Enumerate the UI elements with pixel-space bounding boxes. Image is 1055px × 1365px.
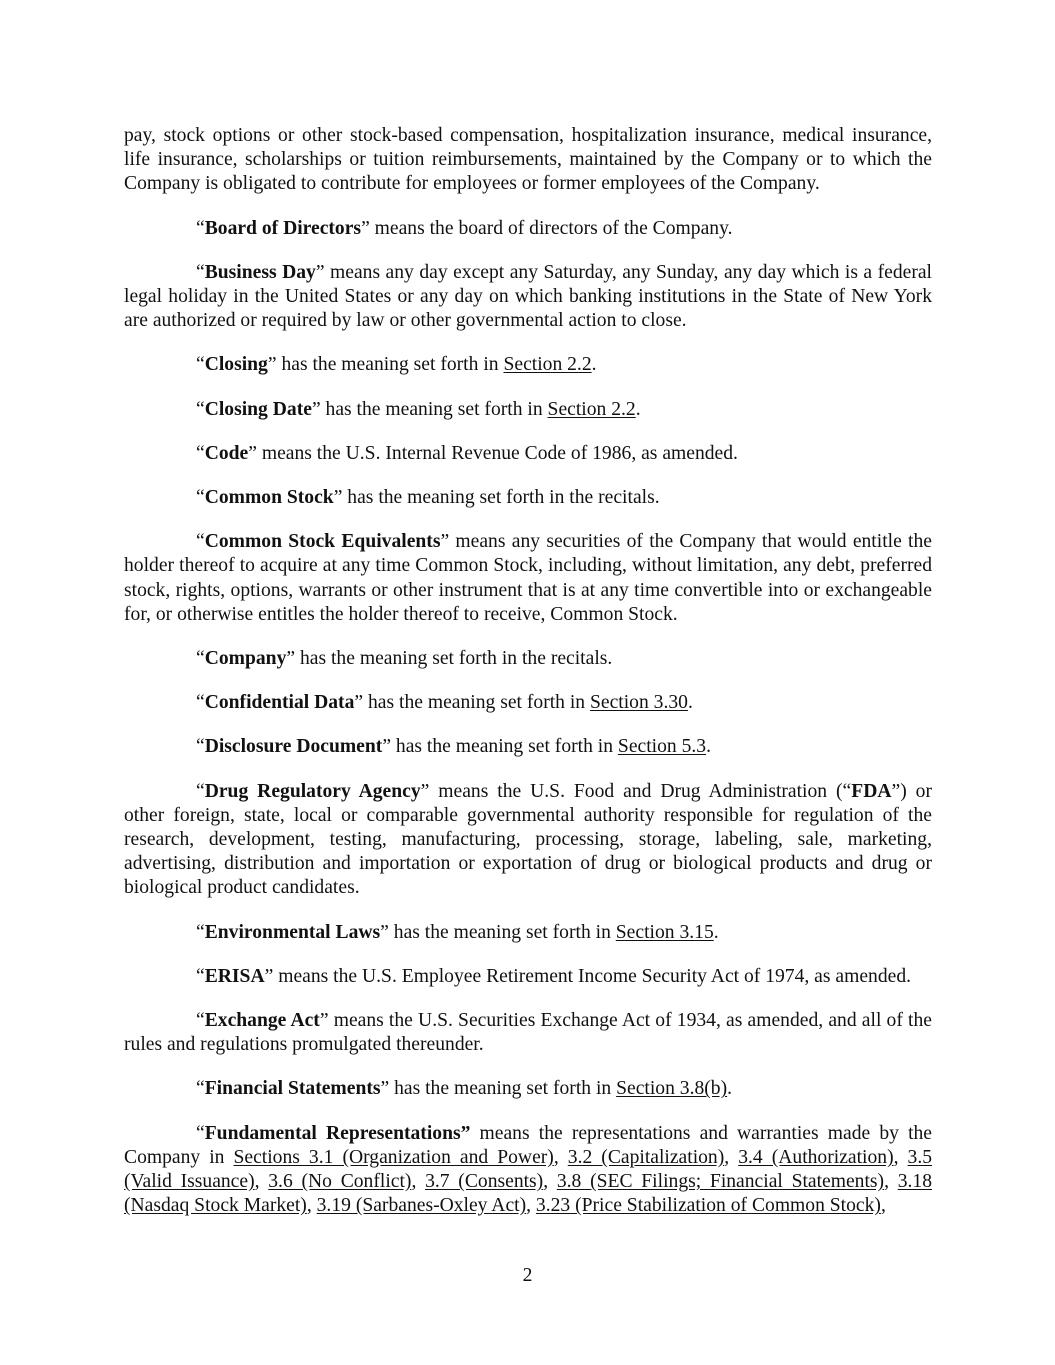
paragraph-text: ” means the U.S. Employee Retirement Income Security Act of 1974, as amended. bbox=[264, 965, 912, 987]
paragraph-text: ” has the meaning set forth in bbox=[380, 1078, 617, 1100]
definition-paragraph-disclosure-document bbox=[124, 735, 932, 759]
section-cross-reference-link[interactable]: Section 2.2 bbox=[547, 398, 636, 420]
paragraph-text: ” has the meaning set forth in bbox=[267, 354, 504, 376]
section-cross-reference-link[interactable]: Section 3.15 bbox=[615, 921, 714, 943]
paragraph-text: ” means any securities of the Company that would entitle the holder thereof to acquire at any time Common Stock, including, without limitation, any debt, preferred stock, rights, options, warrants or other instrument that is at any time convertible into or exchangeable for, or otherwise entitles the holder thereof to receive, Common Stock. bbox=[124, 531, 932, 625]
paragraph-text: “ bbox=[196, 531, 205, 553]
defined-term: Closing Date bbox=[204, 398, 312, 420]
paragraph-text: ” has the meaning set forth in bbox=[311, 398, 548, 420]
paragraph-text: “ bbox=[196, 487, 205, 509]
paragraph-text: “ bbox=[196, 780, 205, 802]
definition-paragraph-drug-regulatory-agency bbox=[124, 780, 932, 901]
defined-term: Board of Directors bbox=[204, 217, 362, 239]
paragraph-text: “ bbox=[196, 692, 205, 714]
section-cross-reference-link[interactable]: 3.5 (Valid Issuance) bbox=[124, 1146, 933, 1193]
paragraph-text: pay, stock options or other stock-based compensation, hospitalization insurance, medical insurance, life insurance, scholarships or tuition reimbursements, maintained by the Company or to which the Company is obligated to contribute for employees or former employees of the Company. bbox=[124, 125, 932, 195]
defined-term: Environmental Laws bbox=[204, 921, 381, 943]
section-cross-reference-link[interactable]: Section 3.30 bbox=[590, 692, 688, 714]
definition-paragraph-company bbox=[124, 647, 932, 671]
section-cross-reference-link[interactable]: 3.7 (Consents) bbox=[425, 1171, 544, 1193]
paragraph-text: ” means the board of directors of the Company. bbox=[361, 217, 733, 239]
paragraph-text: means the representations and warranties made by the Company in bbox=[124, 1122, 933, 1168]
section-cross-reference-link[interactable]: 3.18 (Nasdaq Stock Market) bbox=[124, 1171, 933, 1217]
definition-paragraph-confidential-data bbox=[124, 691, 932, 715]
paragraph-text: , bbox=[411, 1171, 426, 1193]
definition-paragraph-closing-date bbox=[124, 398, 932, 422]
paragraph-text: “ bbox=[196, 261, 205, 283]
paragraph-text: , bbox=[526, 1195, 536, 1217]
paragraph-text: . bbox=[687, 692, 693, 714]
defined-term: Disclosure Document bbox=[204, 736, 383, 758]
defined-term: Business Day bbox=[204, 261, 316, 283]
paragraph-text: “ bbox=[196, 1122, 205, 1144]
paragraph-text: ” means the U.S. Food and Drug Administration (“ bbox=[420, 780, 852, 802]
definition-paragraph-erisa bbox=[124, 965, 932, 989]
section-cross-reference-link[interactable]: 3.4 (Authorization) bbox=[738, 1146, 894, 1168]
definition-paragraph-common-stock bbox=[124, 486, 932, 510]
defined-abbreviation: FDA bbox=[851, 780, 892, 802]
paragraph-text: . bbox=[713, 921, 719, 943]
paragraph-text: . bbox=[727, 1078, 733, 1100]
paragraph-text: ” has the meaning set forth in bbox=[380, 921, 616, 943]
paragraph-text: ” has the meaning set forth in bbox=[382, 736, 618, 758]
paragraph-text: ”) or other foreign, state, local or comparable governmental authority responsible for regulation of the research, development, testing, manufacturing, processing, storage, labeling, sale, marketing, advertising, distribution and importation or exportation of drug or biological products and drug or biological product candidates. bbox=[124, 780, 933, 899]
defined-term: Closing bbox=[204, 354, 268, 376]
defined-term: Company bbox=[204, 648, 287, 670]
paragraph-text: ” has the meaning set forth in the recitals. bbox=[286, 648, 613, 670]
defined-term: Code bbox=[204, 442, 249, 464]
paragraph-text: “ bbox=[196, 965, 205, 987]
paragraph-text: “ bbox=[196, 398, 205, 420]
paragraph-text: “ bbox=[196, 921, 205, 943]
paragraph-text: , bbox=[553, 1146, 568, 1168]
defined-term: Drug Regulatory Agency bbox=[204, 780, 421, 802]
definition-paragraph-closing bbox=[124, 353, 932, 377]
defined-term: Exchange Act bbox=[204, 1010, 320, 1032]
definition-paragraph-code bbox=[124, 442, 932, 466]
definition-paragraph-fundamental-representations bbox=[124, 1122, 932, 1219]
paragraph-text: “ bbox=[196, 354, 205, 376]
section-cross-reference-link[interactable]: Section 2.2 bbox=[503, 354, 592, 376]
paragraph-text: “ bbox=[196, 1010, 205, 1032]
definition-paragraph-exchange-act bbox=[124, 1009, 932, 1057]
paragraph-text: , bbox=[880, 1195, 886, 1217]
paragraph-text: , bbox=[893, 1146, 908, 1168]
page-number: 2 bbox=[522, 1265, 533, 1286]
paragraph-text: . bbox=[635, 398, 641, 420]
defined-term: Confidential Data bbox=[204, 692, 355, 714]
paragraph-text: , bbox=[884, 1171, 898, 1193]
paragraph-text: . bbox=[706, 736, 711, 758]
paragraph-text: , bbox=[724, 1146, 739, 1168]
paragraph-text: ” means any day except any Saturday, any Sunday, any day which is a federal legal holiday in the United States or any day on which banking institutions in the State of New York are authorized or required by law or other governmental action to close. bbox=[124, 261, 932, 332]
document-body bbox=[124, 124, 932, 1239]
section-cross-reference-link[interactable]: Section 3.8(b) bbox=[616, 1078, 728, 1100]
paragraph-text: , bbox=[543, 1171, 557, 1193]
section-cross-reference-link[interactable]: 3.2 (Capitalization) bbox=[567, 1146, 725, 1168]
paragraph-text: ” has the meaning set forth in bbox=[354, 692, 590, 714]
definition-paragraph-board-of-directors bbox=[124, 217, 932, 241]
paragraph-text: ” means the U.S. Internal Revenue Code of 1986, as amended. bbox=[248, 442, 738, 464]
paragraph-text: ” has the meaning set forth in the recitals. bbox=[333, 487, 660, 509]
paragraph-text: , bbox=[306, 1195, 317, 1217]
defined-term: Financial Statements bbox=[204, 1078, 381, 1100]
section-cross-reference-link[interactable]: Sections 3.1 (Organization and Power) bbox=[233, 1146, 554, 1168]
paragraph-text: . bbox=[591, 354, 597, 376]
defined-term: Common Stock bbox=[204, 487, 334, 509]
paragraph-text: “ bbox=[196, 217, 205, 239]
definition-paragraph-continued-benefits bbox=[124, 124, 932, 197]
paragraph-text: ” means the U.S. Securities Exchange Act of 1934, as amended, and all of the rules and regulations promulgated thereunder. bbox=[124, 1010, 932, 1056]
paragraph-text: , bbox=[254, 1171, 269, 1193]
paragraph-text: “ bbox=[196, 442, 205, 464]
section-cross-reference-link[interactable]: Section 5.3 bbox=[617, 736, 707, 758]
paragraph-text: “ bbox=[196, 648, 205, 670]
definition-paragraph-business-day bbox=[124, 261, 932, 334]
section-cross-reference-link[interactable]: 3.23 (Price Stabilization of Common Stock) bbox=[535, 1195, 881, 1217]
definition-paragraph-common-stock-equivalents bbox=[124, 530, 932, 627]
defined-term: ERISA bbox=[204, 965, 265, 987]
definition-paragraph-financial-statements bbox=[124, 1077, 932, 1101]
paragraph-text: “ bbox=[196, 1078, 205, 1100]
defined-term: Common Stock Equivalents bbox=[204, 531, 441, 553]
paragraph-text: “ bbox=[196, 736, 205, 758]
defined-term: Fundamental Representations” bbox=[204, 1122, 471, 1144]
section-cross-reference-link[interactable]: 3.8 (SEC Filings; Financial Statements) bbox=[556, 1171, 885, 1193]
section-cross-reference-link[interactable]: 3.19 (Sarbanes-Oxley Act) bbox=[316, 1195, 527, 1217]
definition-paragraph-environmental-laws bbox=[124, 921, 932, 945]
section-cross-reference-link[interactable]: 3.6 (No Conflict) bbox=[268, 1171, 412, 1193]
